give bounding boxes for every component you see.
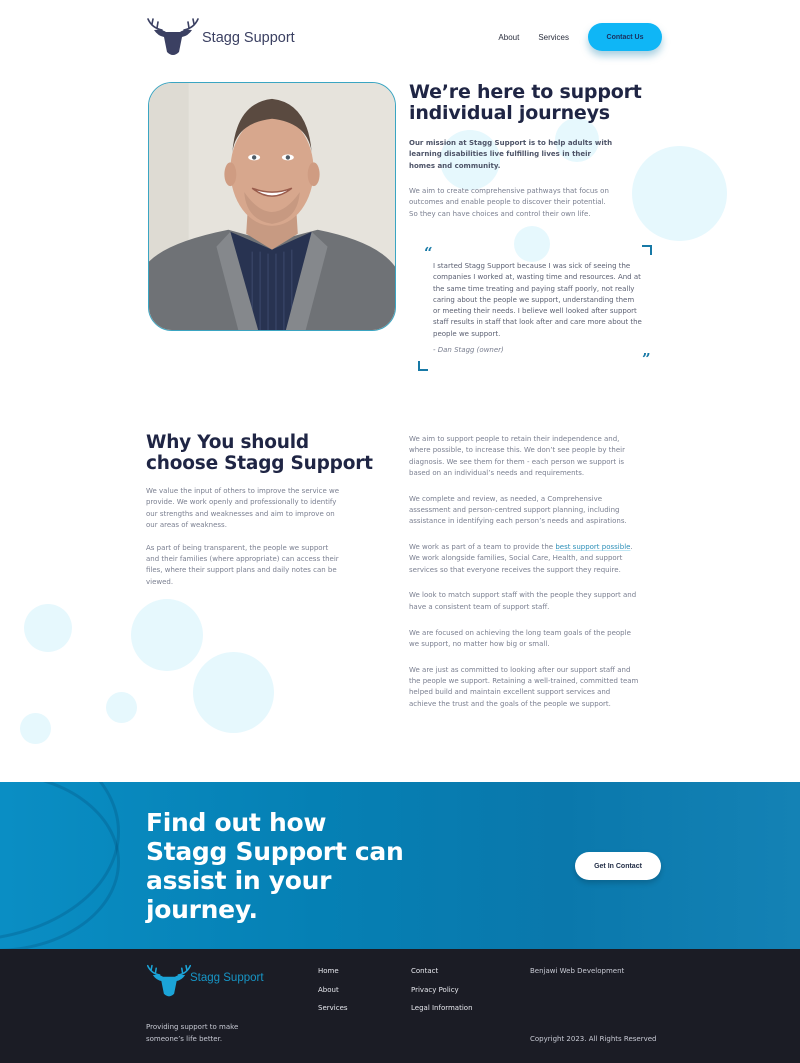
mission-statement: Our mission at Stagg Support is to help adults with learning disabilities live fulfilling lives in their homes and community. [409,139,613,170]
decorative-bubble [632,146,727,241]
footer-link-home[interactable]: Home [318,967,339,975]
decorative-bubble [106,692,137,723]
why-paragraph: We aim to support people to retain their independence and, where possible, to increase this. We don’t see people by their diagnosis. We see them for them - each person we support is based on an individual’s needs and requirements. [409,435,625,477]
why-left-column [146,486,341,599]
cta-banner [0,782,800,949]
banner-title: Find out how Stagg Support can assist in your journey. [146,808,404,924]
footer-link-contact[interactable]: Contact [411,967,439,975]
owner-portrait [148,82,396,331]
footer-nav-column [318,967,348,1023]
why-paragraph: As part of being transparent, the people we support and their families (where appropriate) can access their files, where their support plans and daily notes can be viewed. [146,543,339,586]
quote-open-icon: “ [424,244,433,262]
hero-title: We’re here to support individual journeys [409,81,642,124]
decorative-bubble [20,713,51,744]
paragraph-text: We work as part of a team to provide the [409,543,556,552]
owner-quote: I started Stagg Support because I was sick of seeing the companies I worked at, wasting time and resources. And at the same time treating and paying staff poorly, not really caring about the people we support, understanding them or meeting their needs. I believe well looked after support staff results in staff that look after and care more about the people we support. [433,262,642,338]
aim-statement: We aim to create comprehensive pathways that focus on outcomes and enable people to discover their potential. So they can have choices and control their own life. [409,187,609,218]
decorative-bubble [514,226,550,262]
best-support-link[interactable]: best support possible [555,543,631,552]
footer-brand-name: Stagg Support [190,972,264,984]
why-right-column [409,434,639,724]
site-footer [0,949,800,1063]
why-paragraph: We look to match support staff with the people they support and have a consistent team of support staff. [409,591,637,611]
decorative-bubble [131,599,203,671]
footer-logo-link[interactable] [146,963,264,999]
why-paragraph: We are focused on achieving the long team goals of the people we support, no matter how big or small. [409,628,631,648]
nav-about[interactable]: About [498,32,520,42]
corner-bracket-icon [642,245,652,255]
why-title: Why You should choose Stagg Support [146,432,373,474]
stag-head-icon [146,16,200,58]
footer-link-legal-information[interactable]: Legal Information [411,1004,473,1012]
quote-author: - Dan Stagg (owner) [433,346,504,354]
why-paragraph: We value the input of others to improve the service we provide. We work openly and professionally to identify our strengths and weaknesses and aim to improve on our areas of weakness. [146,487,340,529]
quote-close-icon: ” [642,350,651,368]
nav-services[interactable]: Services [538,32,569,42]
footer-link-privacy-policy[interactable]: Privacy Policy [411,985,459,994]
footer-link-services[interactable]: Services [318,1004,348,1012]
site-header [146,14,662,60]
decorative-bubble [24,604,72,652]
decorative-bubble [193,652,274,733]
get-in-contact-button[interactable]: Get In Contact [575,852,661,880]
paragraph-text: . We work alongside families, Social Care, Health, and support services so that everyone receives the support they require. [409,543,633,574]
brand-name: Stagg Support [202,30,295,46]
footer-link-about[interactable]: About [318,985,339,994]
footer-legal-column [411,967,473,1023]
developer-credit-link[interactable]: Benjawi Web Development [530,967,625,975]
why-paragraph [409,542,639,576]
portrait-illustration [149,83,395,330]
contact-us-button[interactable]: Contact Us [588,23,662,51]
why-paragraph: We complete and review, as needed, a Comprehensive assessment and person-centred support planning, including assistance in identifying each person’s needs and aspirations. [409,494,627,526]
footer-tagline: Providing support to make someone’s life better. [146,1023,239,1043]
why-paragraph: We are just as committed to looking after our support staff and the people we support. Retaining a well-trained, committed team helped build and maintain excellent support services and achieve the trust and the goals of the people we support. [409,665,639,708]
copyright: Copyright 2023. All Rights Reserved [530,1035,657,1043]
main-nav [498,23,662,51]
corner-bracket-icon [418,361,428,371]
stag-head-icon [146,963,192,999]
logo-home-link[interactable] [146,16,295,58]
